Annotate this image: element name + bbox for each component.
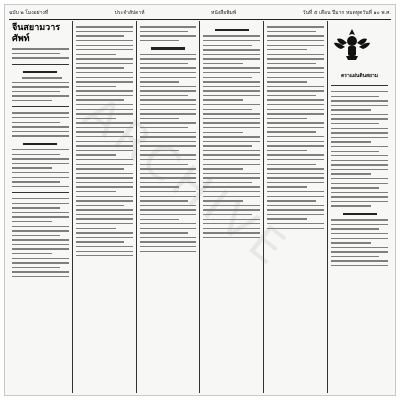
text-line [267,45,324,46]
text-line [76,164,133,165]
column-6 [328,21,391,393]
text-line [76,246,133,247]
text-line [140,173,197,174]
text-line [331,105,388,106]
text-line [203,127,260,128]
text-line [331,137,388,138]
text-line [203,99,243,100]
text-line [140,99,197,100]
text-line [140,54,197,55]
text-line [76,118,116,119]
text-line [140,191,197,192]
text-line [76,113,133,114]
page-header [9,7,391,20]
text-line [140,132,197,133]
text-line [203,186,260,187]
text-line [76,136,133,137]
header-middle-2: หนังสือพิมพ์ [211,10,237,16]
text-line [76,49,133,50]
text-line [267,104,324,105]
text-line [12,64,69,65]
text-line [267,122,324,123]
text-line [331,169,388,170]
text-line [12,167,52,168]
text-line [267,173,324,174]
text-line [331,96,379,97]
text-line [76,168,124,169]
text-line [267,58,324,59]
text-line [76,122,133,123]
text-line [331,265,388,266]
text-line [12,267,60,268]
text-line [140,35,197,36]
text-line [267,127,324,128]
text-line [331,132,388,133]
text-line [140,182,197,183]
text-line [12,203,69,204]
text-line [331,228,379,229]
text-line [76,237,133,238]
text-line [140,90,197,91]
text-line [76,72,133,73]
text-line [331,128,388,129]
text-line [267,81,307,82]
text-line [76,81,133,82]
text-line [12,149,69,150]
emblem-caption: ตราแผ่นดินสยาม [341,73,379,79]
text-line [76,31,133,32]
text-line [140,186,180,187]
text-line [203,196,260,197]
text-line [140,40,180,41]
text-line [203,191,260,192]
text-line [140,251,197,252]
text-line [140,209,197,210]
text-line [331,205,371,206]
text-line [203,132,243,133]
text-line [76,191,116,192]
text-line [331,224,388,225]
text-line [76,205,124,206]
columns [9,21,391,393]
text-line [140,168,197,169]
text-line [331,201,388,202]
text-line [215,29,249,31]
text-line [140,141,197,142]
newspaper-page [4,4,396,396]
text-line [267,150,307,151]
text-line [203,205,260,206]
text-line [76,223,133,224]
text-line [76,241,124,242]
text-line [267,191,324,192]
text-line [76,77,133,78]
text-line [331,233,388,234]
text-line [267,154,324,155]
text-line [331,192,388,193]
text-line [331,118,388,119]
text-line [267,86,324,87]
text-line [267,95,315,96]
text-line [331,146,388,147]
text-line [267,72,324,73]
text-line [203,95,260,96]
text-line [76,200,133,201]
text-line [12,106,69,107]
header-middle-1: ประจำสัปดาห์ [114,10,145,16]
text-line [267,26,324,27]
text-line [267,67,324,68]
text-line [12,131,69,132]
text-line [267,223,324,224]
royal-emblem-icon [331,27,373,63]
text-line [12,117,69,118]
text-line [76,104,133,105]
text-line [331,85,388,86]
column-2 [73,21,137,393]
text-line [12,135,69,136]
text-line [267,63,315,64]
text-line [203,232,260,233]
text-line [203,136,260,137]
text-line [140,205,197,206]
text-line [203,228,260,229]
text-line [76,95,133,96]
text-line [12,226,69,227]
text-line [76,150,133,151]
text-line [12,95,69,96]
text-line [140,72,197,73]
text-line [331,141,371,142]
text-line [140,159,197,160]
text-line [76,45,133,46]
text-line [267,35,324,36]
text-line [331,173,371,174]
text-line [12,181,60,182]
text-line [140,246,197,247]
text-line [267,99,324,100]
text-line [267,214,324,215]
text-line [203,164,260,165]
text-line [76,196,133,197]
text-line [203,200,243,201]
text-line [12,198,69,199]
text-line [203,45,251,46]
header-right: วันที่ ๕ เดือน ปีมาก หมดทูตวันที่ ๑๐ พ.ศ. [302,10,391,16]
text-line [203,113,260,114]
text-line [140,136,197,137]
text-line [76,58,133,59]
text-line [76,186,133,187]
text-line [76,35,124,36]
text-line [140,237,197,238]
text-line [267,31,315,32]
text-line [12,253,52,254]
text-line [331,155,388,156]
text-line [203,35,260,36]
text-line [267,218,307,219]
text-line [12,172,69,173]
text-line [331,187,379,188]
text-line [76,127,133,128]
text-line [203,122,260,123]
text-line [76,26,133,27]
text-line [12,262,69,263]
text-line [12,163,69,164]
text-line [151,47,185,49]
text-line [267,40,324,41]
text-line [267,113,324,114]
text-line [267,77,324,78]
text-line [331,247,388,248]
text-line [12,248,69,249]
text-line [203,109,251,110]
text-line [140,58,197,59]
text-line [12,244,69,245]
text-line [267,196,324,197]
text-line [331,238,388,239]
text-line [267,49,307,50]
text-line [12,216,69,217]
text-line [140,232,188,233]
text-line [331,178,388,179]
header-left: ฉบับ ๒ โมงอย่างที่ [9,10,49,16]
text-line [76,255,133,256]
text-line [12,100,52,101]
text-line [76,99,124,100]
text-line [267,131,315,132]
text-line [331,160,388,161]
text-line [76,40,133,41]
text-line [267,228,324,229]
text-line [140,86,197,87]
text-line [76,228,116,229]
text-line [76,109,133,110]
text-line [267,141,324,142]
text-line [267,118,307,119]
text-line [12,53,60,54]
text-line [267,205,324,206]
text-line [76,214,133,215]
text-line [140,223,197,224]
text-line [12,186,69,187]
text-line [140,122,197,123]
text-line [203,145,251,146]
text-line [203,177,260,178]
text-line [12,82,69,83]
text-line [140,118,180,119]
text-line [140,109,197,110]
column-5 [264,21,328,393]
text-line [12,48,69,49]
text-line [203,58,260,59]
text-line [76,67,124,68]
text-line [12,154,60,155]
text-line [12,126,69,127]
text-line [140,214,197,215]
text-line [12,207,60,208]
text-line [76,63,133,64]
text-line [267,200,315,201]
text-line [140,77,197,78]
text-line [267,182,324,183]
text-line [203,49,260,50]
text-line [140,31,188,32]
text-line [343,213,377,215]
text-line [203,159,260,160]
text-line [76,90,133,91]
text-line [331,260,388,261]
text-line [12,258,69,259]
text-line [267,209,324,210]
text-line [140,150,180,151]
text-line [331,251,388,252]
text-line [203,72,260,73]
text-line [76,54,116,55]
text-line [267,159,324,160]
column-4 [200,21,264,393]
text-line [267,186,307,187]
text-line [331,196,388,197]
text-line [331,109,371,110]
text-line [331,183,388,184]
text-line [12,276,69,277]
text-line [76,131,124,132]
text-line [12,57,69,58]
text-line [267,90,324,91]
text-line [331,100,388,101]
text-line [331,256,379,257]
masthead-title: จีนสยามวารศัพท์ [12,23,61,44]
text-line [203,86,260,87]
text-line [140,26,197,27]
text-line [12,158,69,159]
text-line [12,212,69,213]
text-line [12,271,69,272]
text-line [12,86,69,87]
text-line [203,141,260,142]
text-line [140,228,197,229]
text-line [140,81,180,82]
text-line [331,114,388,115]
text-line [331,164,388,165]
text-line [76,209,133,210]
text-line [267,136,324,137]
text-line [12,112,69,113]
text-line [140,177,197,178]
text-line [203,214,251,215]
text-line [140,164,188,165]
text-line [203,67,260,68]
text-line [203,150,260,151]
text-line [203,223,260,224]
text-line [267,177,324,178]
column-1 [9,21,73,393]
text-line [203,173,260,174]
text-line [140,241,197,242]
text-line [140,95,188,96]
text-line [76,251,133,252]
text-line [76,218,133,219]
text-line [12,192,69,193]
text-line [140,127,188,128]
text-line [203,219,260,220]
text-line [203,63,243,64]
text-line [12,239,69,240]
text-line [76,177,133,178]
text-line [203,118,260,119]
text-line [12,177,69,178]
text-line [23,71,57,73]
text-line [140,145,197,146]
text-line [203,77,251,78]
text-line [140,219,180,220]
text-line [203,182,251,183]
text-line [76,154,116,155]
text-line [203,154,260,155]
text-line [76,232,133,233]
text-line [267,168,324,169]
text-line [12,230,69,231]
column-3 [137,21,201,393]
text-line [140,113,197,114]
text-line [203,81,260,82]
text-line [267,109,324,110]
text-line [203,54,260,55]
text-line [203,168,243,169]
text-line [12,235,60,236]
text-line [331,219,388,220]
text-line [140,200,188,201]
text-line [331,242,371,243]
text-line [76,86,116,87]
text-line [23,143,57,145]
text-line [203,209,260,210]
text-line [140,154,197,155]
text-line [331,91,388,92]
text-line [12,122,60,123]
text-line [267,54,324,55]
text-line [203,90,260,91]
text-line [76,145,133,146]
text-line [140,67,197,68]
text-line [76,182,133,183]
text-line [203,104,260,105]
text-line [203,237,260,238]
text-line [267,164,315,165]
text-line [331,151,379,152]
text-line [331,123,379,124]
text-line [22,77,62,78]
text-line [76,159,133,160]
text-line [140,196,197,197]
text-line [76,141,133,142]
text-line [12,91,60,92]
text-line [12,221,52,222]
text-line [76,173,133,174]
text-line [203,40,260,41]
text-line [140,63,188,64]
text-line [267,145,324,146]
text-line [140,104,197,105]
